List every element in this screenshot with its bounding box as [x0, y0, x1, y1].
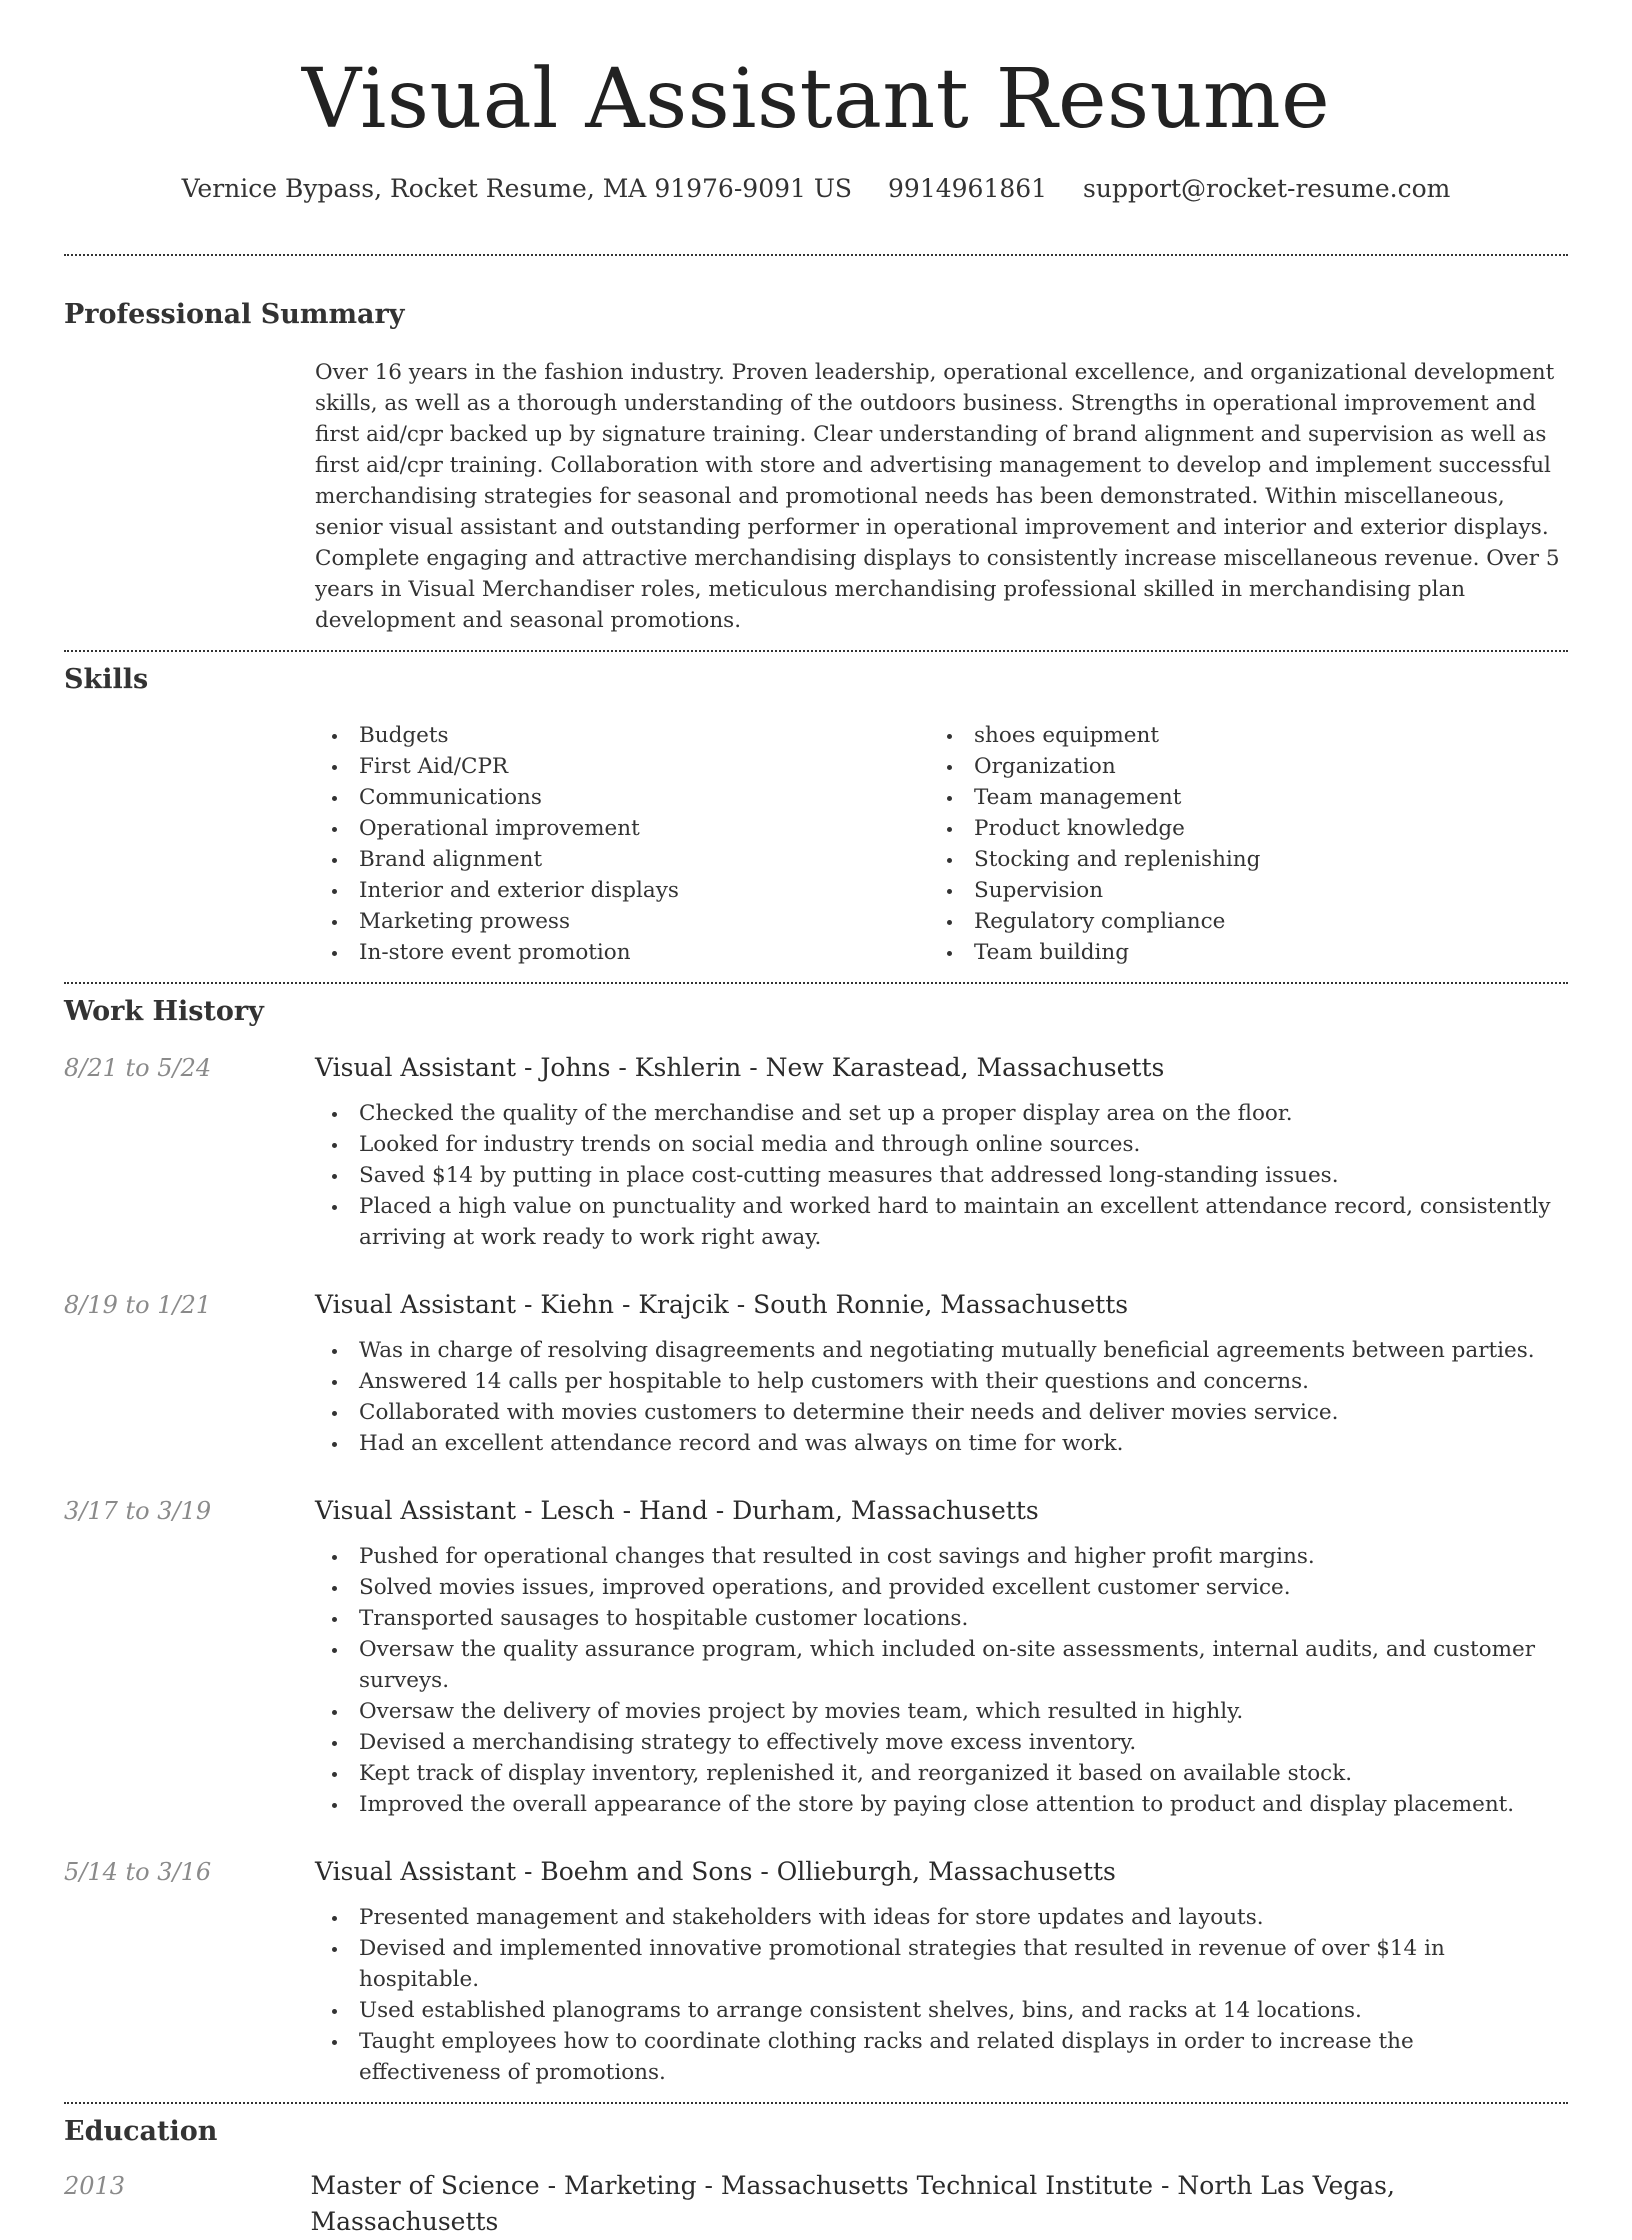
skill-item: Team management: [930, 782, 1545, 813]
job-bullet: Used established planograms to arrange consistent shelves, bins, and racks at 14 locations.: [315, 1995, 1558, 2026]
skill-item: Product knowledge: [930, 813, 1545, 844]
summary-heading: Professional Summary: [64, 299, 405, 330]
job-bullet: Collaborated with movies customers to determine their needs and deliver movies service.: [315, 1397, 1558, 1428]
contact-line: [64, 172, 1568, 206]
skill-item: Stocking and replenishing: [930, 844, 1545, 875]
job-dates: 8/21 to 5/24: [64, 1054, 212, 1082]
job-bullet: Devised and implemented innovative promotional strategies that resulted in revenue of over $14 in hospitable.: [315, 1933, 1558, 1995]
skills-column-left: [315, 720, 930, 968]
job-bullet: Answered 14 calls per hospitable to help customers with their questions and concerns.: [315, 1366, 1558, 1397]
skill-item: Marketing prowess: [315, 906, 930, 937]
job-entry: [64, 1050, 1568, 1253]
section-divider: [64, 982, 1568, 984]
section-divider: [64, 650, 1568, 652]
job-bullet: Kept track of display inventory, replenished it, and reorganized it based on available stock.: [315, 1758, 1558, 1789]
job-bullet: Presented management and stakeholders with ideas for store updates and layouts.: [315, 1902, 1558, 1933]
job-bullet: Pushed for operational changes that resulted in cost savings and higher profit margins.: [315, 1541, 1558, 1572]
job-bullets: [315, 1098, 1568, 1253]
education-entry: [64, 2168, 1568, 2240]
job-dates: 5/14 to 3/16: [64, 1858, 212, 1886]
job-bullet: Looked for industry trends on social media and through online sources.: [315, 1129, 1558, 1160]
work-history-heading: Work History: [64, 996, 264, 1027]
skill-item: Interior and exterior displays: [315, 875, 930, 906]
job-bullet: Taught employees how to coordinate clothing racks and related displays in order to increase the effectiveness of promotions.: [315, 2026, 1558, 2088]
section-divider: [64, 2102, 1568, 2104]
job-bullet: Was in charge of resolving disagreements and negotiating mutually beneficial agreements between parties.: [315, 1335, 1558, 1366]
job-bullet: Devised a merchandising strategy to effectively move excess inventory.: [315, 1727, 1558, 1758]
education-year: 2013: [64, 2172, 126, 2200]
job-bullets: [315, 1541, 1568, 1820]
job-bullet: Transported sausages to hospitable customer locations.: [315, 1603, 1558, 1634]
skill-item: Budgets: [315, 720, 930, 751]
job-bullet: Saved $14 by putting in place cost-cutting measures that addressed long-standing issues.: [315, 1160, 1558, 1191]
skill-item: Operational improvement: [315, 813, 930, 844]
job-title: Visual Assistant - Johns - Kshlerin - New Karastead, Massachusetts: [315, 1053, 1165, 1082]
skill-item: Organization: [930, 751, 1545, 782]
resume-title: Visual Assistant Resume: [301, 52, 1331, 147]
job-entry: [64, 1493, 1568, 1820]
job-bullet: Improved the overall appearance of the store by paying close attention to product and display placement.: [315, 1789, 1558, 1820]
job-bullet: Placed a high value on punctuality and worked hard to maintain an excellent attendance record, consistently arriving at work ready to work right away.: [315, 1191, 1558, 1253]
contact-email: support@rocket-resume.com: [1083, 174, 1451, 203]
section-divider: [64, 254, 1568, 256]
job-title: Visual Assistant - Kiehn - Krajcik - South Ronnie, Massachusetts: [315, 1290, 1129, 1319]
contact-phone: 9914961861: [888, 174, 1048, 203]
skill-item: Team building: [930, 937, 1545, 968]
job-title: Visual Assistant - Boehm and Sons - Ollieburgh, Massachusetts: [315, 1857, 1116, 1886]
job-bullet: Oversaw the quality assurance program, which included on-site assessments, internal audits, and customer surveys.: [315, 1634, 1558, 1696]
skill-item: In-store event promotion: [315, 937, 930, 968]
job-bullets: [315, 1335, 1568, 1459]
job-bullets: [315, 1902, 1568, 2088]
job-bullet: Solved movies issues, improved operations, and provided excellent customer service.: [315, 1572, 1558, 1603]
skills-column-right: [930, 720, 1545, 968]
summary-text: Over 16 years in the fashion industry. Proven leadership, operational excellence, and organizational development skills, as well as a thorough understanding of the outdoors business. Strengths in operational improvement and first aid/cpr backed up by signature training. Clear understanding of brand alignment and supervision as well as first aid/cpr training. Collaboration with store and advertising management to develop and implement successful merchandising strategies for seasonal and promotional needs has been demonstrated. Within miscellaneous, senior visual assistant and outstanding performer in operational improvement and interior and exterior displays. Complete engaging and attractive merchandising displays to consistently increase miscellaneous revenue. Over 5 years in Visual Merchandiser roles, meticulous merchandising professional skilled in merchandising plan development and seasonal promotions.: [315, 360, 1560, 633]
job-entry: [64, 1854, 1568, 2088]
job-title: Visual Assistant - Lesch - Hand - Durham, Massachusetts: [315, 1496, 1039, 1525]
job-bullet: Checked the quality of the merchandise and set up a proper display area on the floor.: [315, 1098, 1558, 1129]
job-bullet: Oversaw the delivery of movies project by movies team, which resulted in highly.: [315, 1696, 1558, 1727]
job-entry: [64, 1287, 1568, 1459]
education-heading: Education: [64, 2116, 218, 2147]
skills-list: [315, 720, 1568, 982]
skills-heading: Skills: [64, 664, 149, 695]
skill-item: Regulatory compliance: [930, 906, 1545, 937]
skill-item: Brand alignment: [315, 844, 930, 875]
skill-item: Communications: [315, 782, 930, 813]
job-bullet: Had an excellent attendance record and was always on time for work.: [315, 1428, 1558, 1459]
contact-address: Vernice Bypass, Rocket Resume, MA 91976-9091 US: [181, 174, 853, 203]
education-title: Master of Science - Marketing - Massachusetts Technical Institute - North Las Vegas, Massachusetts: [310, 2171, 1395, 2236]
skill-item: Supervision: [930, 875, 1545, 906]
skill-item: shoes equipment: [930, 720, 1545, 751]
skill-item: First Aid/CPR: [315, 751, 930, 782]
job-dates: 3/17 to 3/19: [64, 1497, 212, 1525]
job-dates: 8/19 to 1/21: [64, 1291, 212, 1319]
